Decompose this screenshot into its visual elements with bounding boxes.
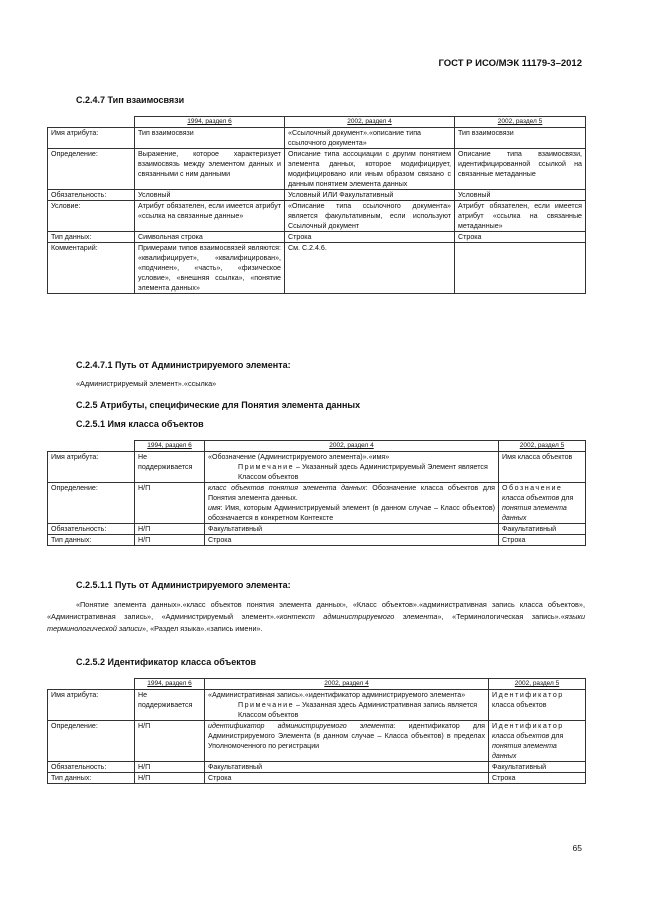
note <box>208 462 495 482</box>
table-cell: Факультативный <box>489 762 586 773</box>
cell-text: Идентификатор <box>492 722 564 730</box>
note <box>208 700 485 720</box>
document-header: ГОСТ Р ИСО/МЭК 11179-3–2012 <box>438 58 582 69</box>
section-heading-c25: С.2.5 Атрибуты, специфические для Понятия элемента данных <box>76 400 361 410</box>
table-row <box>48 721 586 762</box>
table-cell: Условный <box>455 190 586 201</box>
section-heading-c2511: С.2.5.1.1 Путь от Администрируемого элемента: <box>76 580 291 590</box>
column-header: 1994, раздел 6 <box>135 117 285 128</box>
table-cell: Атрибут обязателен, если имеется атрибут «ссылка на связанные данные» <box>135 201 285 232</box>
column-header: 1994, раздел 6 <box>135 441 205 452</box>
table-header-row <box>48 441 586 452</box>
path-text: », «Терминологическая запись».« <box>437 612 565 621</box>
table-cell: Строка <box>205 773 489 784</box>
table-row <box>48 232 586 243</box>
cell-text: : идентификатор для Администрируемого Элемента (в данном случае – Класса объектов) в пределах Уполномоченного по регистрации <box>208 722 485 750</box>
note-word: Примечание <box>238 701 295 709</box>
table-cell <box>205 690 489 721</box>
term-italic: языки терминологической записи <box>47 612 586 633</box>
cell-text: «Административная запись».«идентификатор администрируемого элемента» <box>208 691 466 699</box>
term-italic: идентификатор администрируемого элемента <box>208 722 394 730</box>
table-cell <box>205 483 499 524</box>
path-text-c2511 <box>47 599 585 635</box>
table-row <box>48 452 586 483</box>
row-label: Обязательность: <box>48 524 135 535</box>
table-cell: Тип взаимосвязи <box>135 128 285 149</box>
table-cell: Строка <box>499 535 586 546</box>
table-cell: Факультативный <box>205 762 489 773</box>
table-cell: Описание типа взаимосвязи, идентифицированной ссылкой на связанные метаданные <box>455 149 586 190</box>
table-row <box>48 243 586 294</box>
table-cell <box>205 721 489 762</box>
table-cell: Факультативный <box>205 524 499 535</box>
table-cell: Н/П <box>135 773 205 784</box>
table-cell: Не поддерживается <box>135 690 205 721</box>
term-italic: понятия элемента данных <box>502 504 567 522</box>
row-label: Определение: <box>48 721 135 762</box>
table-cell: Тип взаимосвязи <box>455 128 586 149</box>
table-row <box>48 535 586 546</box>
term-italic: понятия элемента данных <box>492 742 557 760</box>
table-row <box>48 773 586 784</box>
table-cell: Атрибут обязателен, если имеется атрибут «ссылка на связанные метаданные» <box>455 201 586 232</box>
page-number: 65 <box>572 843 582 853</box>
cell-text: : Обозначение класса объектов для Понятия элемента данных. <box>208 484 496 502</box>
term-italic: класс объектов понятия элемента данных <box>208 484 366 492</box>
column-header: 2002, раздел 5 <box>499 441 586 452</box>
table-cell: Строка <box>489 773 586 784</box>
section-heading-c251: С.2.5.1 Имя класса объектов <box>76 419 204 429</box>
table-cell: Н/П <box>135 524 205 535</box>
table-cell: Факультативный <box>499 524 586 535</box>
path-text-c2471: «Администрируемый элемент».«ссылка» <box>76 379 217 388</box>
row-label: Тип данных: <box>48 535 135 546</box>
row-label: Тип данных: <box>48 773 135 784</box>
table-row <box>48 483 586 524</box>
table-cell <box>205 452 499 483</box>
table-cell <box>489 721 586 762</box>
column-header: 2002, раздел 4 <box>205 679 489 690</box>
table-header-row <box>48 117 586 128</box>
table-row <box>48 690 586 721</box>
table-cell: Строка <box>205 535 499 546</box>
column-header: 2002, раздел 5 <box>455 117 586 128</box>
table-header-row <box>48 679 586 690</box>
column-header: 2002, раздел 5 <box>489 679 586 690</box>
attributes-table-relationship-type <box>47 116 586 294</box>
row-label: Комментарий: <box>48 243 135 294</box>
table-cell: Строка <box>455 232 586 243</box>
cell-text: : Имя, которым Администрируемый элемент (в данном случае – Класс объектов) обозначается в конкретном Контексте <box>208 504 495 522</box>
row-label: Определение: <box>48 149 135 190</box>
row-label: Обязательность: <box>48 762 135 773</box>
table-cell: Примерами типов взаимосвязей являются: «квалифицирует», «квалифицирован», «подчинен», «часть», «физическое условие», «внешняя ссылка», «понятие элемента данных» <box>135 243 285 294</box>
attributes-table-object-class-name <box>47 440 586 546</box>
term-italic: класса объектов <box>502 494 560 502</box>
table-row <box>48 128 586 149</box>
path-text: «Понятие элемента данных».«класс объектов понятия элемента данных», «Класс объектов».«административная запись класса объектов», «Административная запись», «Администрируемый элемент».« <box>47 600 585 621</box>
table-row <box>48 149 586 190</box>
cell-text: для <box>561 494 574 502</box>
table-cell: Выражение, которое характеризует взаимосвязь между элементом данных и связанными с ним данными <box>135 149 285 190</box>
column-header: 1994, раздел 6 <box>135 679 205 690</box>
table-cell: Символьная строка <box>135 232 285 243</box>
row-label: Условие: <box>48 201 135 232</box>
attributes-table-object-class-identifier <box>47 678 586 784</box>
cell-text: «Обозначение (Администрируемого элемента)».«имя» <box>208 453 390 461</box>
column-header: 2002, раздел 4 <box>285 117 455 128</box>
cell-text: класса объектов <box>492 701 547 709</box>
table-cell: Условный <box>135 190 285 201</box>
table-cell: Описание типа ассоциации с другим понятием элемента данных, которое модифицирует, модифицировано или иным образом связано с данным понятием элемента данных <box>285 149 455 190</box>
row-label: Имя атрибута: <box>48 452 135 483</box>
table-cell: Строка <box>285 232 455 243</box>
table-cell <box>455 243 586 294</box>
section-heading-c2471: С.2.4.7.1 Путь от Администрируемого элемента: <box>76 360 291 370</box>
note-text: – Указанный здесь Администрируемый Элемент является Классом объектов <box>238 463 488 481</box>
table-cell <box>489 690 586 721</box>
cell-text: для <box>551 732 564 740</box>
table-cell: Условный ИЛИ Факультативный <box>285 190 455 201</box>
term-italic: класса объектов <box>492 732 550 740</box>
note-word: Примечание <box>238 463 295 471</box>
table-cell <box>499 483 586 524</box>
note-text: – Указанная здесь Административная запись является Классом объектов <box>238 701 478 719</box>
table-row <box>48 524 586 535</box>
table-cell: Н/П <box>135 535 205 546</box>
table-cell: «Ссылочный документ».«описание типа ссылочного документа» <box>285 128 455 149</box>
table-cell: «Описание типа ссылочного документа» является факультативным, если используют Ссылочный документ <box>285 201 455 232</box>
row-label: Тип данных: <box>48 232 135 243</box>
section-heading-c252: С.2.5.2 Идентификатор класса объектов <box>76 657 257 667</box>
table-row <box>48 190 586 201</box>
row-label: Определение: <box>48 483 135 524</box>
table-cell: Не поддерживается <box>135 452 205 483</box>
table-cell: Н/П <box>135 762 205 773</box>
table-row <box>48 201 586 232</box>
table-row <box>48 762 586 773</box>
row-label: Обязательность: <box>48 190 135 201</box>
section-heading-c247: С.2.4.7 Тип взаимосвязи <box>76 95 185 105</box>
row-label: Имя атрибута: <box>48 128 135 149</box>
term-italic: контекст администрируемого элемента <box>280 612 438 621</box>
term-italic: имя <box>208 504 221 512</box>
column-header: 2002, раздел 4 <box>205 441 499 452</box>
table-cell: Н/П <box>135 483 205 524</box>
table-cell: Имя класса объектов <box>499 452 586 483</box>
cell-text: Обозначение <box>502 484 563 492</box>
table-cell: Н/П <box>135 721 205 762</box>
path-text: », «Раздел языка».«запись имени». <box>141 624 263 633</box>
cell-text: Идентификатор <box>492 691 564 699</box>
row-label: Имя атрибута: <box>48 690 135 721</box>
table-cell: См. С.2.4.6. <box>285 243 455 294</box>
